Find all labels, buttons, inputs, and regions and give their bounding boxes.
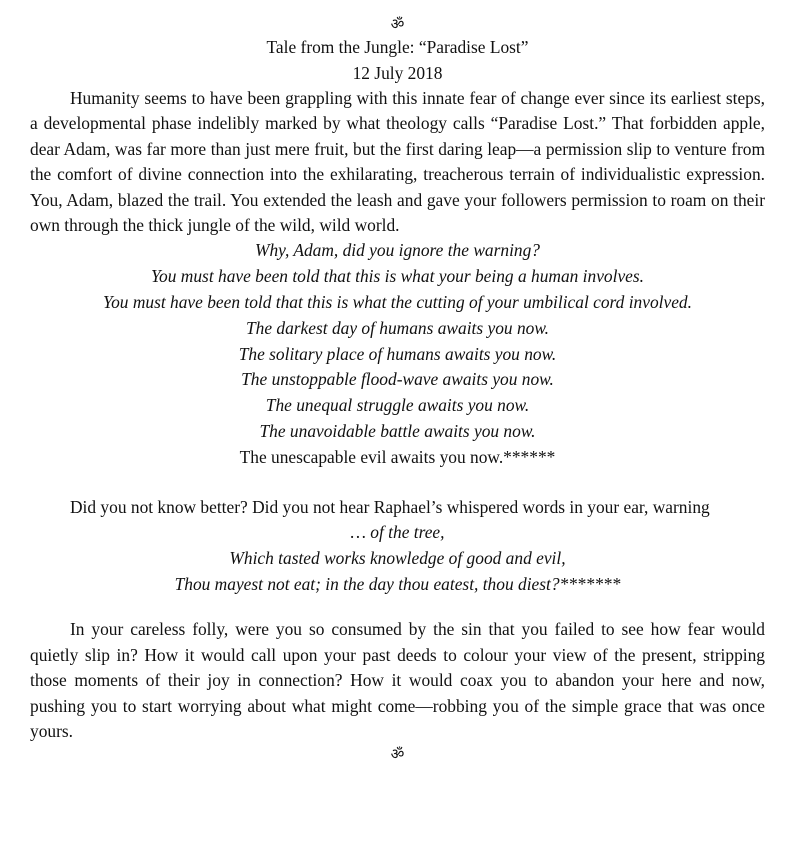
quote-line: … of the tree, — [350, 522, 445, 543]
poem-line: The unavoidable battle awaits you now. — [259, 421, 536, 442]
om-symbol-bottom: ॐ — [390, 745, 405, 764]
paragraph-raphael: Did you not know better? Did you not hear Raphael’s whispered words in your ear, warning — [70, 496, 710, 517]
poem-line: You must have been told that this is what the cutting of your umbilical cord involved. — [103, 292, 692, 313]
page-title: Tale from the Jungle: “Paradise Lost” — [266, 37, 529, 57]
quote-line: Which tasted works knowledge of good and evil, — [229, 547, 566, 568]
paragraph-folly: In your careless folly, were you so consumed by the sin that you failed to see how fear would quietly slip in? How it would call upon your past deeds to colour your view of the present, stripping those moments of their joy in connection? How it would coax you to abandon your here and now, pushing you to start worrying about what might come—robbing you of the simple grace that was once yours. — [30, 619, 765, 742]
poem-block — [30, 238, 765, 470]
document-page — [30, 14, 765, 764]
paragraph-intro: Humanity seems to have been grappling with this innate fear of change ever since its earliest steps, a developmental phase indelibly marked by what theology calls “Paradise Lost.” That forbidden apple, dear Adam, was far more than just mere fruit, but the first daring leap—a permission slip to venture from the comfort of divine connection into the exhilarating, treacherous terrain of individualistic expression. You, Adam, blazed the trail. You extended the leash and gave your followers permission to roam on their own through the thick jungle of the wild, wild world. — [30, 88, 765, 236]
poem-line: The unequal struggle awaits you now. — [265, 395, 530, 416]
poem-line: The darkest day of humans awaits you now. — [245, 317, 550, 338]
poem-line: The solitary place of humans awaits you now. — [238, 343, 557, 364]
page-date: 12 July 2018 — [352, 63, 443, 83]
om-symbol-top: ॐ — [390, 15, 405, 33]
quote-line: Thou mayest not eat; in the day thou eatest, thou diest?******* — [174, 573, 621, 594]
poem-last-line: The unescapable evil awaits you now.****** — [239, 446, 556, 467]
spacer — [30, 471, 765, 495]
quote-block — [30, 520, 765, 597]
spacer — [30, 597, 765, 617]
poem-line: The unstoppable flood-wave awaits you now. — [241, 369, 554, 390]
poem-line: Why, Adam, did you ignore the warning? — [255, 240, 540, 261]
poem-line: You must have been told that this is what your being a human involves. — [150, 266, 645, 287]
